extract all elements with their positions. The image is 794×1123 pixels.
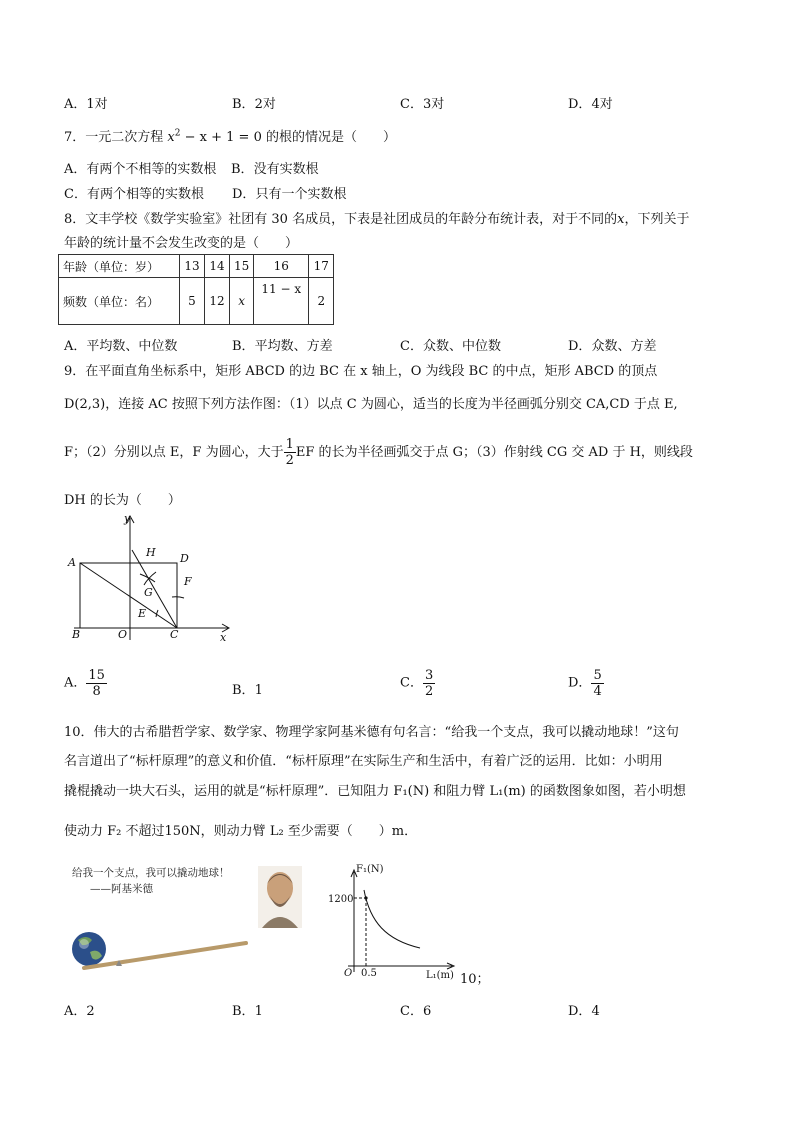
q8-var-x: x (617, 212, 625, 227)
frac-den: 8 (92, 684, 101, 699)
option-text: 6 (422, 1004, 432, 1019)
q8-option-d[interactable] (568, 335, 656, 354)
q10-line1: 10．伟大的古希腊哲学家、数学家、物理学家阿基米德有句名言：“给我一个支点，我可以撬动地球！”这句 (64, 725, 679, 740)
option-letter: D． (568, 1004, 592, 1019)
option-text: 1对 (86, 97, 108, 112)
option-text: 平均数、中位数 (86, 339, 178, 354)
q9-figure (60, 510, 240, 645)
option-text: 4对 (591, 97, 613, 112)
option-letter: A． (64, 675, 87, 691)
q7-option-d[interactable] (232, 183, 346, 202)
q9-line3b: EF 的长为半径画弧交于点 G；（3）作射线 CG 交 AD 于 H，则线段 (295, 445, 693, 460)
label-h: H (146, 546, 156, 559)
option-text: 没有实数根 (253, 162, 319, 177)
age-cell: 16 (254, 255, 309, 278)
label-e: E (138, 607, 147, 620)
q8-line1b: ，下列关于 (624, 212, 690, 227)
segment-ac (80, 563, 177, 628)
label-f: F (184, 575, 192, 588)
q7-option-c[interactable] (64, 183, 204, 202)
lever-bar (84, 943, 246, 968)
frac-num: 5 (593, 668, 602, 683)
option-letter: D． (232, 187, 256, 202)
q10-line3: 撬棍撬动一块大石头，运用的就是“标杆原理”．已知阻力 F₁(N) 和阻力臂 L₁(m) 的函数图象如图，若小明想 (64, 784, 686, 799)
q8-option-b[interactable] (232, 335, 333, 354)
option-letter: B． (232, 1004, 255, 1019)
q9-line4: DH 的长为（ ） (64, 493, 181, 508)
q7-option-a[interactable] (64, 158, 216, 177)
quote-author: ——阿基米德 (90, 883, 153, 895)
option-letter: C． (400, 1004, 423, 1019)
age-row (59, 255, 334, 278)
q10-option-c[interactable] (400, 1000, 431, 1019)
q10-line2: 名言道出了“标杆原理”的意义和价值．“标杆原理”在实际生产和生活中，有着广泛的运用．比如：小明用 (64, 754, 663, 769)
freq-cell: 12 (205, 278, 230, 325)
frac-den: 2 (285, 453, 294, 468)
option-fraction (591, 668, 603, 699)
q9-option-c[interactable] (400, 668, 435, 699)
option-text: 有两个相等的实数根 (86, 187, 204, 202)
age-table (58, 254, 334, 325)
frac-num: 3 (424, 668, 434, 683)
q9-line3 (64, 437, 693, 469)
label-y: y (124, 512, 131, 525)
quote-text: 给我一个支点，我可以撬动地球！ (72, 867, 230, 879)
option-letter: B． (231, 162, 254, 177)
option-letter: C． (400, 97, 423, 112)
option-letter: D． (568, 339, 592, 354)
label-x: x (220, 631, 227, 644)
q8-option-c[interactable] (400, 335, 501, 354)
q7-eq-rest: − x + 1 = 0 (180, 130, 262, 145)
q10-figure-tag: 10； (460, 972, 490, 987)
label-g: G (144, 586, 153, 599)
graph-point (364, 896, 367, 899)
age-cell: 17 (309, 255, 334, 278)
q10-option-a[interactable] (64, 1000, 95, 1019)
q8-stem-line2: 年龄的统计量不会发生改变的是（ ） (64, 236, 299, 251)
q10-option-d[interactable] (568, 1000, 600, 1019)
freq-row-head: 频数（单位：名） (59, 278, 180, 325)
option-letter: A． (64, 97, 87, 112)
q10-option-b[interactable] (232, 1000, 263, 1019)
q7-suffix: 的根的情况是（ ） (266, 130, 397, 145)
option-text: 众数、方差 (591, 339, 657, 354)
option-letter: C． (400, 339, 423, 354)
option-text: 2 (86, 1004, 95, 1019)
option-text: 众数、中位数 (422, 339, 501, 354)
q8-option-a[interactable] (64, 335, 177, 354)
option-letter: B． (232, 339, 255, 354)
option-letter: C． (64, 187, 87, 202)
label-o: O (118, 628, 128, 641)
q7-stem (64, 126, 396, 145)
q10-graph (328, 860, 458, 980)
label-c: C (170, 628, 179, 641)
label-a: A (68, 556, 76, 569)
frac-den: 2 (424, 684, 434, 699)
archimedes-bust-icon (258, 866, 302, 928)
graph-origin: O (344, 968, 353, 979)
freq-cell: 11 − x (254, 278, 309, 325)
q10-line4: 使动力 F₂ 不超过150N，则动力臂 L₂ 至少需要（ ）m． (64, 824, 418, 839)
age-cell: 13 (180, 255, 205, 278)
option-text: 平均数、方差 (254, 339, 333, 354)
freq-cell: x (230, 278, 254, 325)
arc-f (172, 597, 184, 598)
q8-line1a: 8．文丰学校《数学实验室》社团有 30 名成员，下表是社团成员的年龄分布统计表，对于不同的 (64, 212, 618, 227)
option-fraction (86, 668, 107, 699)
option-letter: A． (64, 1004, 87, 1019)
archimedes-illustration (64, 860, 314, 978)
freq-cell: 5 (180, 278, 205, 325)
q7-eq-x: x (167, 130, 175, 145)
option-text: 4 (591, 1004, 600, 1019)
label-d: D (180, 552, 189, 565)
q9-option-d[interactable] (568, 668, 604, 699)
option-letter: A． (64, 339, 87, 354)
age-cell: 15 (230, 255, 254, 278)
graph-x-label: L₁(m) (426, 970, 454, 980)
option-text: 1 (254, 1004, 263, 1019)
q9-line1: 9．在平面直角坐标系中，矩形 ABCD 的边 BC 在 x 轴上，O 为线段 BC 的中点，矩形 ABCD 的顶点 (64, 364, 658, 379)
q8-stem-line1 (64, 208, 689, 227)
option-letter: D． (568, 675, 592, 691)
option-text: 有两个不相等的实数根 (86, 162, 217, 177)
option-letter: C． (400, 675, 423, 691)
freq-cell: 2 (309, 278, 334, 325)
frac-num: 15 (88, 668, 105, 683)
q7-option-b[interactable] (231, 158, 319, 177)
label-b: B (72, 628, 81, 641)
earth-icon (72, 932, 106, 966)
graph-y-label: F₁(N) (356, 864, 384, 875)
option-letter: D． (568, 97, 592, 112)
q9-line3a: F；（2）分别以点 E，F 为圆心，大于 (64, 445, 284, 460)
q7-eq-sup: 2 (174, 128, 181, 139)
q7-prefix: 7．一元二次方程 (64, 130, 164, 145)
frac-num: 1 (285, 437, 294, 452)
q6-option-c[interactable] (400, 93, 444, 112)
option-text: 3对 (422, 97, 445, 112)
q9-line2: D(2,3)，连接 AC 按照下列方法作图：（1）以点 C 为圆心，适当的长度为半径画弧分别交 CA,CD 于点 E, (64, 397, 678, 412)
freq-row (59, 278, 334, 325)
age-row-head: 年龄（单位：岁） (59, 255, 180, 278)
option-fraction (423, 668, 435, 699)
option-text: 2对 (254, 97, 276, 112)
option-letter: B． (232, 683, 255, 698)
frac-den: 4 (593, 684, 602, 699)
q6-option-b[interactable] (232, 93, 276, 112)
q9-option-b[interactable] (232, 679, 263, 698)
option-text: 1 (254, 683, 263, 698)
graph-y-tick: 1200 (328, 894, 354, 905)
graph-curve (364, 890, 420, 948)
q9-option-a[interactable] (64, 668, 107, 699)
age-cell: 14 (205, 255, 230, 278)
graph-x-tick: 0.5 (361, 968, 377, 979)
option-letter: A． (64, 162, 87, 177)
option-text: 只有一个实数根 (255, 187, 347, 202)
q9-fraction (284, 437, 296, 468)
arc-e (156, 610, 158, 617)
q6-option-a[interactable] (64, 93, 108, 112)
q6-option-d[interactable] (568, 93, 613, 112)
option-letter: B． (232, 97, 255, 112)
